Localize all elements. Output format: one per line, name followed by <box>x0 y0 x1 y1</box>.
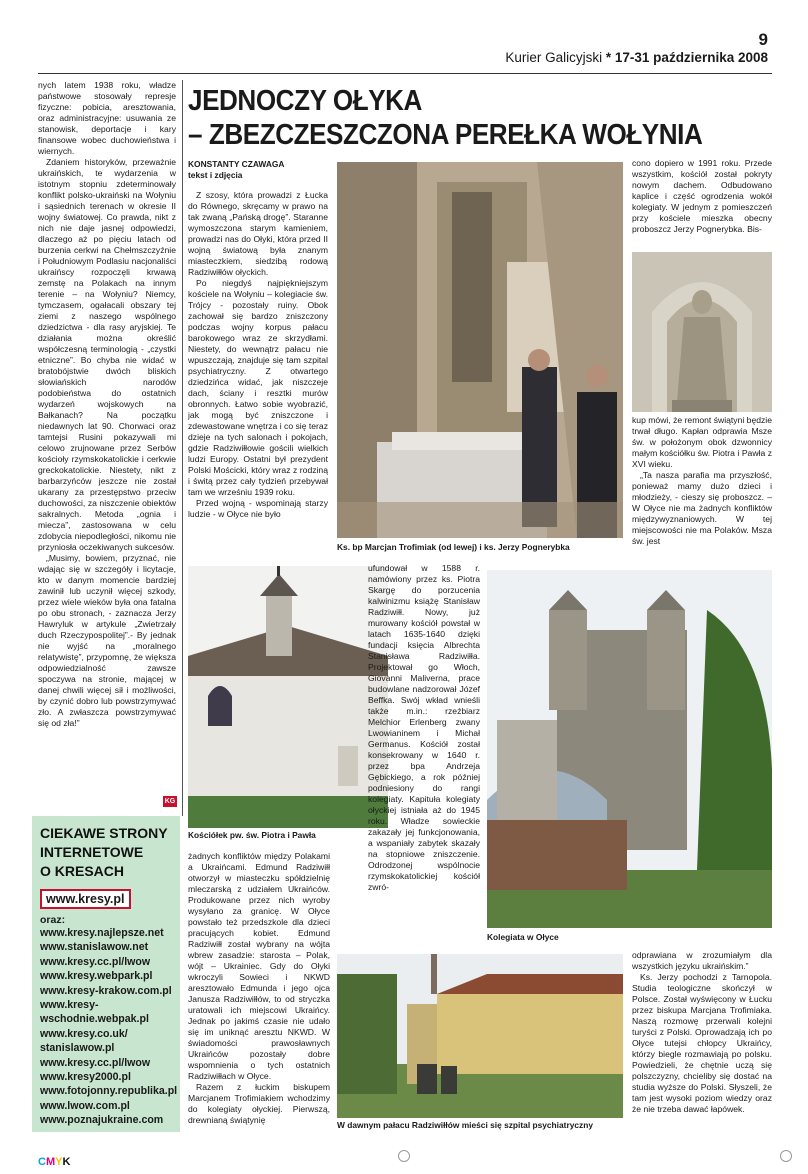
byline <box>188 159 328 181</box>
headline-line-1: JEDNOCZY OŁYKA <box>188 85 422 117</box>
article-column-3-top <box>632 158 772 250</box>
links-list-item[interactable]: www.kresy- <box>40 999 99 1012</box>
caption-collegiate: Kolegiata w Ołyce <box>487 932 559 942</box>
links-list-item[interactable]: stanislawow.pl <box>40 1042 115 1055</box>
crop-mark-right <box>780 1150 792 1162</box>
article-column-3-mid <box>632 415 772 563</box>
header-star: * <box>605 50 612 65</box>
photo-palace <box>337 954 623 1118</box>
article-paragraph: Przed wojną - wspominają starzy ludzie - w Ołyce nie było <box>188 498 328 519</box>
links-list-item[interactable]: www.kresy.najlepsze.net <box>40 927 164 939</box>
article-paragraph: Ks. Jerzy pochodzi z Tarnopola. Studia teologiczne skończył w Polsce. Został wyświęcony w Łucku przez biskupa Marcjana Trofimiaka. Naszą rozmowę przerwali kolejni turyści z Polski. Oprowadzają ich po Ołyce tutejsi chłopcy Ukraińcy, którzy biegle rozmawiają po polsku. Powiedzieli, że chętnie uczą się polszczyzny, chcieliby się dostać na studia wyższe do Polski. Słyszeli, że tam jest wysoki poziom wiedzy oraz że nie trzeba dawać łapówek. <box>632 972 772 1114</box>
caption-interior: Ks. bp Marcjan Trofimiak (od lewej) i ks. Jerzy Pognerybka <box>337 542 570 552</box>
article-paragraph: ufundował w 1588 r. namówiony przez ks. Piotra Skargę do porzucenia kalwinizmu książę Stanisław Radziwiłł. Nowy, już murowany kościół powstał w latach 1635-1640 dzięki fundacji księcia Albrechta Stanisława Radziwiłła. Projektował go Włoch, Giovanni Maliverna, prace budowlane nadzorował Józef Beffka. Swój wkład wnieśli także m.in.: rzeźbiarz Melchior Erlenberg zwany Lwowianinem i Michał Germanus. Kościół został konsekrowany w 1640 r. przez bpa Andrzeja Gębickiego, a rok później podniesiony do rangi kolegiaty. Kapituła kolegiaty ołyckiej istniała aż do 1945 roku. Władze sowieckie zakazały jej funkcjonowania, a wspaniały zabytek skazały na stopniowe zniszczenie. Odrodzonej wspólnocie rzymskokatolickiej kościół zwró- <box>368 563 480 892</box>
headline-line-2: – ZBEZCZESZCZONA PEREŁKA WOŁYNIA <box>188 119 703 151</box>
left-paragraph: Zdaniem historyków, przeważnie ukraińskich, te wydarzenia w istotnym stopniu zdeterminowały konflikt polsko-ukraiński na Wołyniu i sąsiednich terenach w okresie II wojny światowej. Co prawda, nikt z nich nie daje jasnej odpowiedzi, dlaczego aż po pięciu latach od burzenia cerkwi na Chełmszczyźnie i Południowym Podlasiu nacjonaliści ukraińscy rozpoczęli krwawą zemstę na Polakach na innym terenie – na Wołyniu? Niemcy, tymczasem, ogałacali obszary tej ziemi z naszego wspólnego dziedzictwa - dla rasy aryjskiej. Te działania można określić współczesną terminologią - „czystki etniczne”. Bo chyba nie widać w bratobójstwie dwóch bliskich słowiańskich narodów podobieństwa do ostatnich wydarzeń wojskowych na Bałkanach? Na początku niedawnych lat 90. Chorwaci oraz tamtejsi Rusini pokazywali mi celowo zrujnowane przez Serbów kościoły rzymskokatolickie i cerkwie greckokatolickie. Niestety, nikt z barbarzyńców jeszcze nie został ukarany za przestępstwo przeciw duchowości, za niszczenie obiektów sakralnych. Metoda „ognia i miecza”, zastosowana w celu zdobycia niepodległości, nikomu nie przyniosła oczekiwanych sukcesów. <box>38 157 176 552</box>
left-paragraph: „Musimy, bowiem, przyznać, nie wdając się w szczegóły i licytacje, kto w danym momencie bardziej zawinił lub uczynił więcej szkody, przez wiele wieków była ona fatalna po obu stronach, - zaznacza Jerzy Hawryluk w artykule „Zwietrzały duch Rzeczypospolitej”.- By jednak nie wyjść na „moralnego relatywistę”, przypomnę, że większa odpowiedzialność zawsze spoczywa na stronie, mającej w danej chwili więcej sił i możliwości, by czynić dobro lub powstrzymywać zło. A zwłaszcza powstrzymywać się od zła!” <box>38 553 176 728</box>
photo-collegiate-interior <box>337 162 623 538</box>
links-list-item[interactable]: www.kresy.co.uk/ <box>40 1027 128 1040</box>
article-paragraph: Z szosy, która prowadzi z Łucka do Równego, skręcamy w prawo na tak zwaną „Pańską drogę”. Staranne wymoszczona starym kamieniem, prowadzi nas do Ołyki, która przed II wojną światową była znanym miasteczkiem, siedzibą rodową Radziwiłłów ołyckich. <box>188 190 328 277</box>
article-paragraph: „Ta nasza parafia ma przyszłość, ponieważ mamy dużo dzieci i młodzieży, - cieszy się proboszcz. – W Ołyce nie ma żadnych konfliktów międzywyznaniowych. W tej miejscowości nie ma Polaków. Msza św. jest <box>632 470 772 546</box>
links-list-item[interactable]: www.lwow.com.pl <box>40 1099 130 1112</box>
article-paragraph: Razem z łuckim biskupem Marcjanem Trofimiakiem wchodzimy do kolegiaty ołyckiej. Pierwszą, drewnianą świątynię <box>188 1082 330 1125</box>
photo-statue <box>632 252 772 412</box>
caption-palace: W dawnym pałacu Radziwiłłów mieści się szpital psychiatryczny <box>337 1120 593 1130</box>
links-list-item[interactable]: www.kresy.cc.pl/lwow <box>40 955 151 968</box>
links-also-label: oraz: <box>40 914 66 926</box>
caption-small-church: Kościółek pw. św. Piotra i Pawła <box>188 830 316 840</box>
photo-collegiate-exterior <box>487 570 772 928</box>
links-box-title: CIEKAWE STRONY INTERNETOWE O KRESACH <box>40 825 168 879</box>
page-number: 9 <box>758 30 768 49</box>
links-list-item[interactable]: www.fotojonny.republika.pl <box>40 1085 178 1098</box>
links-box <box>32 816 180 1132</box>
headline <box>188 84 719 152</box>
left-column-text <box>38 80 176 810</box>
article-column-3-bottom <box>632 950 772 1130</box>
left-paragraph: nych latem 1938 roku, władze państwowe stosowały represje fizyczne: pobicia, aresztowania, oraz administracyjne: usuwania ze stanowisk, deportacje i kary finansowe wobec duchowieństwa i wiernych. <box>38 80 176 156</box>
article-column-1b <box>188 851 330 1131</box>
cmyk-y: Y <box>55 1156 63 1168</box>
links-list-item[interactable]: www.kresy-krakow.com.pl <box>40 984 172 997</box>
links-list-item[interactable]: www.poznajukraine.com <box>40 1114 164 1127</box>
links-list <box>40 926 178 1128</box>
article-paragraph: kup mówi, że remont świątyni będzie trwał długo. Kapłan odprawia Msze św. w położonym obok dzwonnicy małym kościółku św. Piotra i Pawła z XVI wieku. <box>632 415 772 469</box>
cmyk-c: C <box>38 1156 46 1168</box>
links-list-item[interactable]: www.kresy.cc.pl/lwow <box>40 1056 151 1069</box>
cmyk-k: K <box>62 1156 71 1168</box>
links-list-item[interactable]: www.kresy.webpark.pl <box>40 970 153 983</box>
article-paragraph: żadnych konfliktów między Polakami a Ukraińcami. Edmund Radziwiłł otworzył w miasteczku spółdzielnię mleczarską z udziałem Ukraińców. Produkowane przez nich wyroby wysyłano za granicę. W Ołyce powstało też przedszkole dla dzieci pracujących kobiet. Edmund Radziwiłł został wybrany na wójta wbrew zasadzie: starosta – Polak, wójt – Ukrainiec. Gdy do Ołyki wkroczyli Sowieci i NKWD aresztowało Edmunda i jego ojca Janusza Radziwiłłów, to od stryczka uratowali ich miejscowi Ukraińcy. Jednak po jakimś czasie nie udało się im uniknąć aresztu NKWD. W świadomości prawosławnych Ukraińców pozostały dobre wspomnienia o tych ostatnich Radziwiłłach w Ołyce. <box>188 851 330 1081</box>
links-list-item[interactable]: wschodnie.webpak.pl <box>40 1013 149 1026</box>
featured-link[interactable]: www.kresy.pl <box>40 889 131 909</box>
article-column-2 <box>368 563 480 953</box>
links-list-item[interactable]: www.kresy2000.pl <box>40 1071 131 1084</box>
column-divider <box>182 80 183 816</box>
cmyk-m: M <box>45 1156 56 1168</box>
article-paragraph: odprawiana w zrozumiałym dla wszystkich języku ukraińskim.” <box>632 950 772 971</box>
issue-date: 17-31 października 2008 <box>614 50 768 65</box>
photo-small-church <box>188 566 388 828</box>
byline-role: tekst i zdjęcia <box>188 170 243 180</box>
cmyk-mark <box>38 1156 70 1168</box>
article-paragraph: cono dopiero w 1991 roku. Przede wszystkim, kościół został pokryty nowym dachem. Odbudowano kaplice i część ogrodzenia wokół kolegiaty. W jednym z pomieszczeń przy kościele mieszka obecny proboszcz Jerzy Pognerybka. Bis- <box>632 158 772 234</box>
crop-mark-left <box>398 1150 410 1162</box>
links-list-item[interactable]: www.stanislawow.net <box>40 941 149 954</box>
header-rule <box>38 73 772 74</box>
article-column-1 <box>188 190 328 560</box>
article-paragraph: Po niegdyś najpiękniejszym kościele na Wołyniu – kolegiacie św. Trójcy - pozostały ruiny. Obok zachował się bardzo zniszczony podczas wojny korpus pałacu barokowego wraz ze skrzydłami. Niestety, do wewnątrz pałacu nie wpuszczają, znajduje się tam szpital psychiatryczny. Z otwartego dziedzińca widać, jak niszczeje dach, ściany i resztki murów obronnych. Łatwo sobie wyobrazić, jak mogą być zniszczone i zdewastowane wnętrza i co się teraz dzieje na tych salonach i pokojach, gdzie Radziwiłłowie gościli wielkich ludzi Europy. Ostatni był prezydent Polski Mościcki, który wraz z rodziną i świtą przez cały tydzień przebywał tam we wrześniu 1939 roku. <box>188 278 328 497</box>
page-header <box>470 30 780 70</box>
byline-author: KONSTANTY CZAWAGA <box>188 159 285 169</box>
kg-end-mark: KG <box>164 798 176 805</box>
publication-name: Kurier Galicyjski <box>505 50 603 65</box>
